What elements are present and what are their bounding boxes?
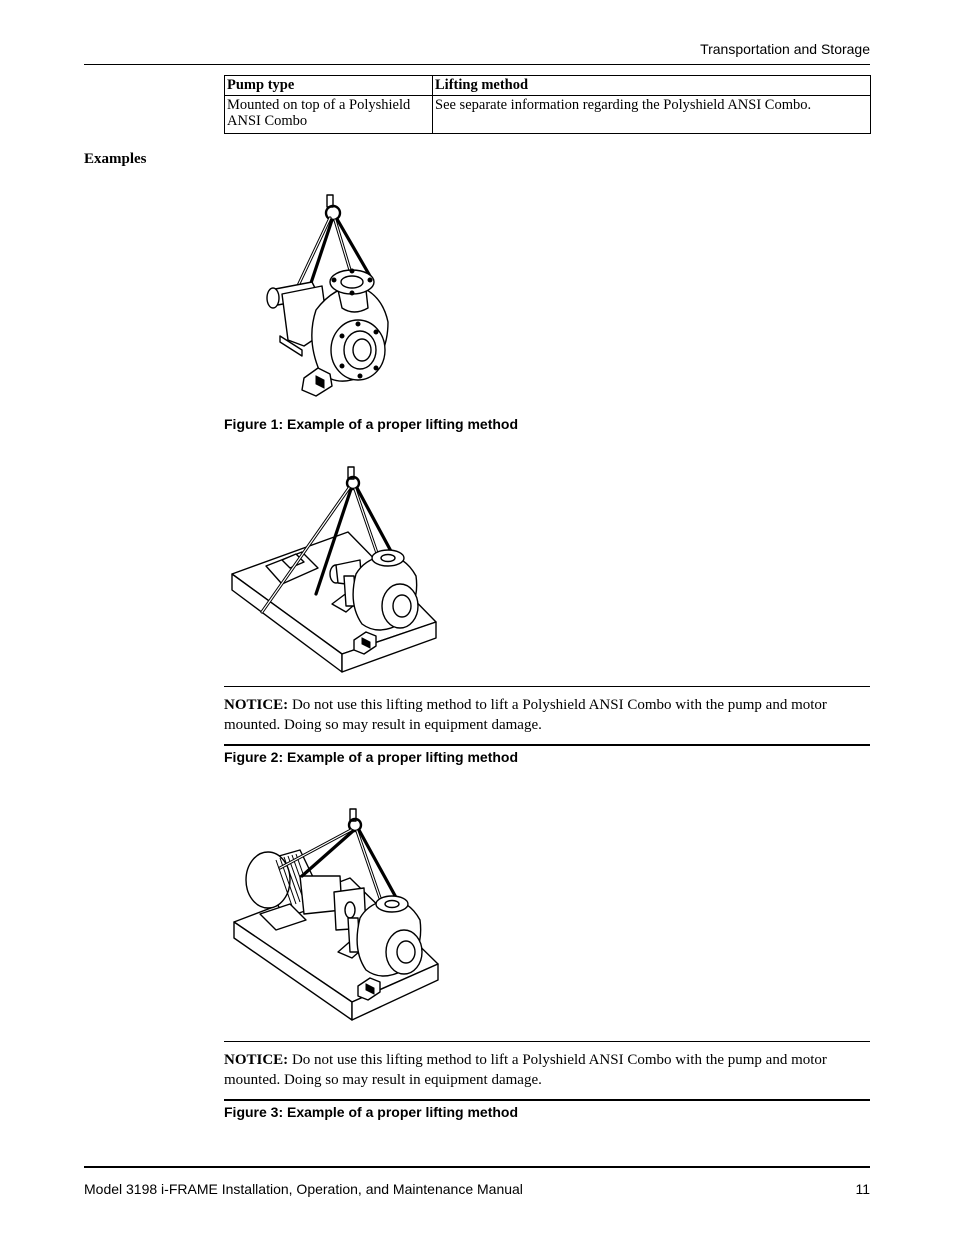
pump-on-baseplate-lifting-icon bbox=[228, 464, 440, 678]
figure-3-caption: Figure 3: Example of a proper lifting method bbox=[224, 1104, 519, 1120]
running-header: Transportation and Storage bbox=[700, 41, 870, 57]
pump-lifting-sling-icon bbox=[258, 190, 418, 405]
examples-heading: Examples bbox=[84, 151, 147, 167]
table-cell-lifting-method: See separate information regarding the Polyshield ANSI Combo. bbox=[433, 96, 871, 134]
notice-text: Do not use this lifting method to lift a Polyshield ANSI Combo with the pump and motor mounted. Doing so may result in equipment damage. bbox=[224, 697, 827, 733]
table-cell-pump-type: Mounted on top of a Polyshield ANSI Combo bbox=[225, 96, 433, 134]
table-header-lifting-method: Lifting method bbox=[433, 76, 871, 96]
footer-page-number: 11 bbox=[855, 1181, 870, 1197]
notice-text: Do not use this lifting method to lift a Polyshield ANSI Combo with the pump and motor mounted. Doing so may result in equipment damage. bbox=[224, 1052, 827, 1088]
figure-2-caption: Figure 2: Example of a proper lifting method bbox=[224, 749, 519, 765]
table-header-row bbox=[225, 76, 871, 96]
notice-label: NOTICE: bbox=[224, 697, 289, 713]
figure-1-caption: Figure 1: Example of a proper lifting method bbox=[224, 416, 519, 432]
footer-manual-title: Model 3198 i-FRAME Installation, Operation, and Maintenance Manual bbox=[84, 1181, 523, 1197]
pump-motor-baseplate-lifting-icon bbox=[230, 806, 444, 1026]
table-header-pump-type: Pump type bbox=[225, 76, 433, 96]
lifting-method-table bbox=[224, 75, 871, 134]
notice-box-figure-2 bbox=[224, 686, 870, 746]
footer-divider bbox=[84, 1166, 870, 1168]
header-divider bbox=[84, 64, 870, 65]
notice-label: NOTICE: bbox=[224, 1052, 289, 1068]
notice-box-figure-3 bbox=[224, 1041, 870, 1101]
table-row bbox=[225, 96, 871, 134]
